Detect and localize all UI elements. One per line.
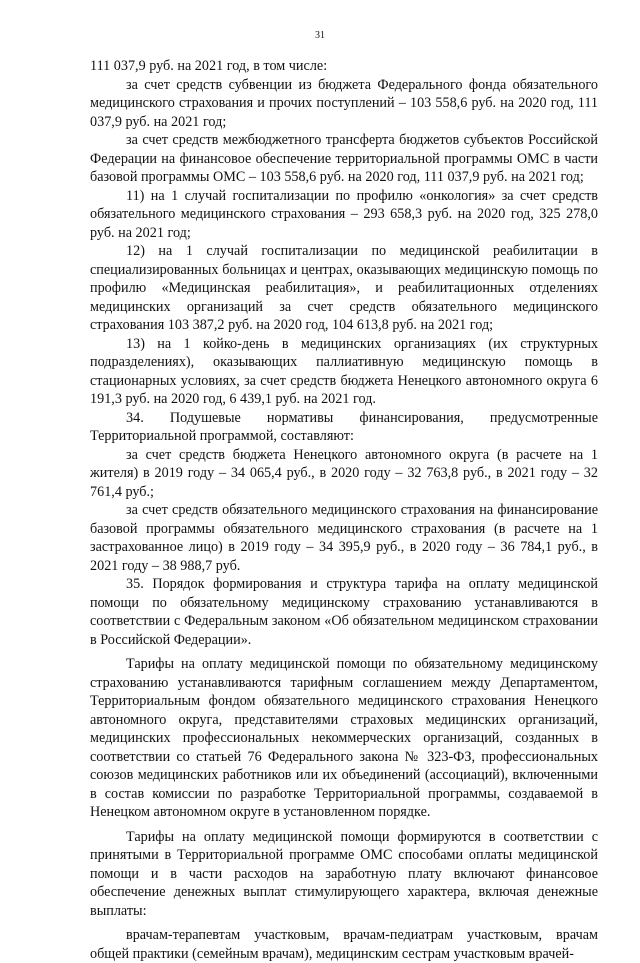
paragraph: 11) на 1 случай госпитализации по профилю «онкология» за счет средств обязательного медицинского страхования – 293 658,3 руб. на 2020 год, 325 278,0 руб. на 2021 год; (90, 187, 598, 241)
paragraph: врачам-терапевтам участковым, врачам-педиатрам участковым, врачам общей практики (семейным врачам), медицинским сестрам участковым врачей- (90, 927, 598, 962)
paragraph: за счет средств обязательного медицинского страхования на финансирование базовой программы обязательного медицинского страхования (в расчете на 1 застрахованное лицо) в 2019 году – 34 395,9 руб., в 2020 году – 36 784,1 руб., в 2021 году – 38 988,7 руб. (90, 502, 598, 574)
paragraph: 35. Порядок формирования и структура тарифа на оплату медицинской помощи по обязательному медицинскому страхованию устанавливаются в соответствии с Федеральным законом «Об обязательном медицинском страховании в Российской Федерации». (90, 576, 598, 648)
paragraph: за счет средств бюджета Ненецкого автономного округа (в расчете на 1 жителя) в 2019 году – 34 065,4 руб., в 2020 году – 32 763,8 руб., в 2021 году – 32 761,4 руб.; (90, 446, 598, 500)
paragraph: 13) на 1 койко-день в медицинских организациях (их структурных подразделениях), оказывающих паллиативную медицинскую помощь в стационарных условиях, за счет средств бюджета Ненецкого автономного округа 6 191,3 руб. на 2020 год, 6 439,1 руб. на 2021 год. (90, 335, 598, 407)
paragraph: Тарифы на оплату медицинской помощи формируются в соответствии с принятыми в Территориальной программе ОМС способами оплаты медицинской помощи и в части расходов на заработную плату включают финансовое обеспечение денежных выплат стимулирующего характера, включая денежные выплаты: (90, 828, 598, 919)
paragraph: 111 037,9 руб. на 2021 год, в том числе: (90, 58, 328, 74)
page-number: 31 (315, 30, 325, 41)
paragraph: 34. Подушевые нормативы финансирования, предусмотренные Территориальной программой, составляют: (90, 409, 598, 444)
document-body (90, 57, 598, 963)
paragraph: 12) на 1 случай госпитализации по медицинской реабилитации в специализированных больницах и центрах, оказывающих медицинскую помощь по профилю «Медицинская реабилитация», и реабилитационных отделениях медицинских организаций за счет средств обязательного медицинского страхования 103 387,2 руб. на 2020 год, 104 613,8 руб. на 2021 год; (90, 243, 598, 333)
paragraph: Тарифы на оплату медицинской помощи по обязательному медицинскому страхованию устанавливаются тарифным соглашением между Департаментом, Территориальным фондом обязательного медицинского страхования Ненецкого автономного округа, представителями страховых медицинских организаций, медицинских профессиональных некоммерческих организаций, созданных в соответствии со статьей 76 Федерального закона № 323-ФЗ, профессиональных союзов медицинских работников или их объединений (ассоциаций), включенными в состав комиссии по разработке Территориальной программы, создаваемой в Ненецком автономном округе в установленном порядке. (90, 656, 598, 820)
paragraph: за счет средств межбюджетного трансферта бюджетов субъектов Российской Федерации на финансовое обеспечение территориальной программы ОМС в части базовой программы ОМС – 103 558,6 руб. на 2020 год, 111 037,9 руб. на 2021 год; (90, 132, 598, 185)
paragraph: за счет средств субвенции из бюджета Федерального фонда обязательного медицинского страхования и прочих поступлений – 103 558,6 руб. на 2020 год, 111 037,9 руб. на 2021 год; (90, 76, 598, 130)
